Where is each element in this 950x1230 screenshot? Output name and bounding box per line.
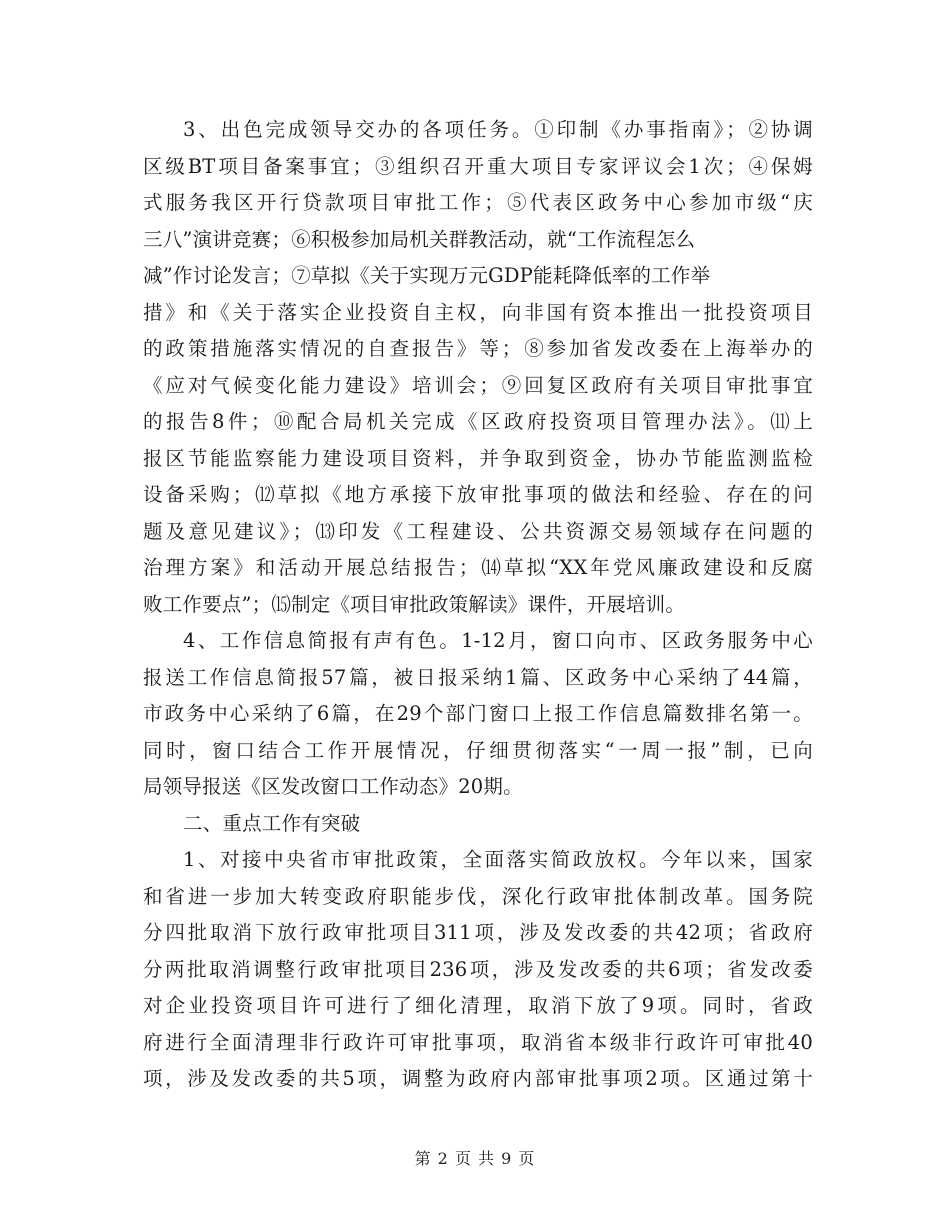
text-line: 的政策措施落实情况的自查报告》等；⑧参加省发改委在上海举办的 bbox=[143, 337, 813, 360]
document-body bbox=[143, 112, 813, 1098]
text-line: 设备采购；⑿草拟《地方承接下放审批事项的做法和经验、存在的问 bbox=[143, 483, 813, 506]
text-line: 的报告8件；⑩配合局机关完成《区政府投资项目管理办法》。⑾上 bbox=[143, 410, 813, 433]
text-line: 和省进一步加大转变政府职能步伐，深化行政审批体制改革。国务院 bbox=[143, 884, 813, 908]
text-line: 4、工作信息简报有声有色。1-12月，窗口向市、区政务服务中心 bbox=[183, 629, 813, 652]
text-line: 3、出色完成领导交办的各项任务。①印制《办事指南》；②协调 bbox=[183, 118, 813, 141]
text-line: 减”作讨论发言；⑦草拟《关于实现万元GDP能耗降低率的工作举 bbox=[143, 264, 711, 287]
text-line: 报区节能监察能力建设项目资料，并争取到资金，协办节能监测监检 bbox=[143, 446, 813, 470]
text-line: 二、重点工作有突破 bbox=[183, 811, 361, 835]
page-footer: 第 2 页 共 9 页 bbox=[414, 1149, 536, 1168]
text-line: 败工作要点”；⒂制定《项目审批政策解读》课件，开展培训。 bbox=[143, 592, 686, 616]
text-line: 1、对接中央省市审批政策，全面落实简政放权。今年以来，国家 bbox=[183, 848, 813, 871]
text-line: 项，涉及发改委的共5项，调整为政府内部审批事项2项。区通过第十 bbox=[143, 1067, 813, 1090]
text-line: 《应对气候变化能力建设》培训会；⑨回复区政府有关项目审批事宜 bbox=[143, 373, 813, 397]
text-line: 三八”演讲竞赛；⑥积极参加局机关群教活动，就“工作流程怎么 bbox=[143, 227, 696, 251]
text-line: 分四批取消下放行政审批项目311项，涉及发改委的共42项；省政府 bbox=[143, 921, 813, 944]
text-line: 报送工作信息简报57篇，被日报采纳1篇、区政务中心采纳了44篇， bbox=[143, 665, 813, 689]
text-line: 题及意见建议》；⒀印发《工程建设、公共资源交易领域存在问题的 bbox=[143, 519, 813, 543]
text-line: 治理方案》和活动开展总结报告；⒁草拟“XX年党风廉政建设和反腐 bbox=[143, 556, 813, 579]
text-line: 府进行全面清理非行政许可审批事项，取消省本级非行政许可审批40 bbox=[143, 1030, 813, 1054]
text-line: 措》和《关于落实企业投资自主权，向非国有资本推出一批投资项目 bbox=[143, 300, 813, 324]
text-line: 同时，窗口结合工作开展情况，仔细贯彻落实“一周一报”制，已向 bbox=[143, 738, 813, 762]
text-line: 式服务我区开行贷款项目审批工作；⑤代表区政务中心参加市级“庆 bbox=[143, 191, 813, 214]
text-line: 区级BT项目备案事宜；③组织召开重大项目专家评议会1次；④保姆 bbox=[143, 154, 813, 178]
text-line: 对企业投资项目许可进行了细化清理，取消下放了9项。同时，省政 bbox=[143, 994, 813, 1017]
text-line: 市政务中心采纳了6篇，在29个部门窗口上报工作信息篇数排名第一。 bbox=[143, 702, 813, 725]
text-line: 局领导报送《区发改窗口工作动态》20期。 bbox=[143, 775, 523, 798]
text-line: 分两批取消调整行政审批项目236项，涉及发改委的共6项；省发改委 bbox=[143, 957, 813, 981]
